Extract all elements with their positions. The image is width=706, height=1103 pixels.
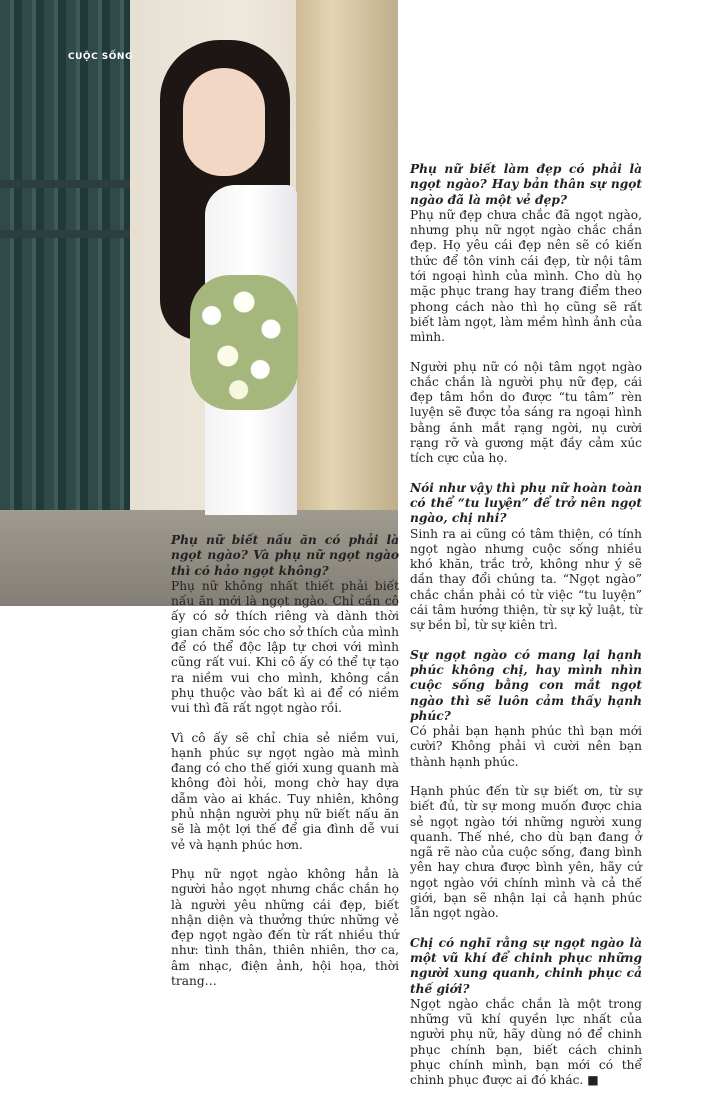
paragraph: Có phải bạn hạnh phúc thì bạn mới cười? Không phải vì cười nên bạn thành hạnh phúc.: [410, 724, 642, 769]
paragraph: Vì cô ấy sẽ chỉ chia sẻ niềm vui, hạnh phúc sự ngọt ngào mà mình đang có cho thế giới xung quanh mà không đòi hỏi, mong chờ hay dựa dẫm vào ai khác. Tuy nhiên, không phủ nhận người phụ nữ biết nấu ăn sẽ là một lợi thế để gia đình dễ vui vẻ và hạnh phúc hơn.: [171, 730, 399, 852]
paragraph: Phụ nữ đẹp chưa chắc đã ngọt ngào, nhưng phụ nữ ngọt ngào chắc chắn đẹp. Họ yêu cái đẹp nên sẽ có kiến thức để tôn vinh cái đẹp, từ nội tâm tới ngoại hình của mình. Cho dù họ mặc phục trang hay trang điểm theo phong cách nào thì họ cũng sẽ rất biết làm ngọt, làm mềm hình ảnh của mình.: [410, 207, 642, 345]
daisy-bouquet: [190, 275, 298, 410]
woman-face: [183, 68, 265, 176]
paragraph: Phụ nữ ngọt ngào không hẳn là người hảo ngọt nhưng chắc chắn họ là người yêu những cái đẹp, biết nhận diện và thưởng thức những vẻ đẹp ngọt ngào đến từ rất nhiều thứ như: tình thân, thiên nhiên, thơ ca, âm nhạc, điện ảnh, hội họa, thời trang…: [171, 866, 399, 989]
paragraph: Người phụ nữ có nội tâm ngọt ngào chắc chắn là người phụ nữ đẹp, cái đẹp tâm hồn do được “tu tâm” rèn luyện sẽ được tỏa sáng ra ngoại hình bằng ánh mắt rạng ngời, nụ cười rạng rỡ và gương mặt đầy cảm xúc tích cực của họ.: [410, 359, 642, 466]
question-heading: Nói như vậy thì phụ nữ hoàn toàn có thể “tu luyện” để trở nên ngọt ngào, chị nhỉ?: [410, 480, 642, 526]
right-column: [410, 162, 642, 1103]
left-column: [171, 533, 399, 1003]
iron-gate: [0, 0, 130, 540]
paragraph: Hạnh phúc đến từ sự biết ơn, từ sự biết đủ, từ sự mong muốn được chia sẻ ngọt ngào tới những người xung quanh. Thế nhé, cho dù bạn đang ở ngã rẽ nào của cuộc sống, đang bình yên hay chưa được bình yên, hãy cứ ngọt ngào với chính mình và cả thế giới, bạn sẽ nhận lại cả hạnh phúc lẫn ngọt ngào.: [410, 783, 642, 921]
cover-photo: [0, 0, 398, 606]
question-heading: Phụ nữ biết làm đẹp có phải là ngọt ngào? Hay bản thân sự ngọt ngào đã là một vẻ đẹp?: [410, 162, 642, 207]
question-heading: Phụ nữ biết nấu ăn có phải là ngọt ngào? Và phụ nữ ngọt ngào thì có hảo ngọt không?: [171, 533, 399, 578]
paragraph: Sinh ra ai cũng có tâm thiện, có tính ngọt ngào nhưng cuộc sống nhiều khó khăn, trắc trở, không như ý sẽ dần thay đổi chúng ta. “Ngọt ngào” chắc chắn phải có từ việc “tu luyện” cái tâm hướng thiện, từ sự kỷ luật, từ sự bền bỉ, từ sự kiên trì.: [410, 526, 642, 633]
question-heading: Sự ngọt ngào có mang lại hạnh phúc không chị, hay mình nhìn cuộc sống bằng con mắt ngọt ngào thì sẽ luôn cảm thấy hạnh phúc?: [410, 647, 642, 723]
paragraph: Ngọt ngào chắc chắn là một trong những vũ khí quyền lực nhất của người phụ nữ, hãy dùng nó để chinh phục chính bạn, biết cách chinh phục chính mình, bạn mới có thể chinh phục được ai đó khác. ■: [410, 996, 642, 1088]
question-heading: Chị có nghĩ rằng sự ngọt ngào là một vũ khí để chinh phục những người xung quanh, chinh phục cả thế giới?: [410, 935, 642, 996]
paragraph: Phụ nữ không nhất thiết phải biết nấu ăn mới là ngọt ngào. Chỉ cần cô ấy có sở thích riêng và dành thời gian chăm sóc cho sở thích của mình để có thể độc lập tự chơi với mình cũng rất vui. Khi cô ấy có thể tự tạo ra niềm vui cho mình, không cần phụ thuộc vào bất kì ai để có niềm vui thì đã rất ngọt ngào rồi.: [171, 578, 399, 716]
section-label: CUỘC SỐNG: [68, 52, 133, 62]
